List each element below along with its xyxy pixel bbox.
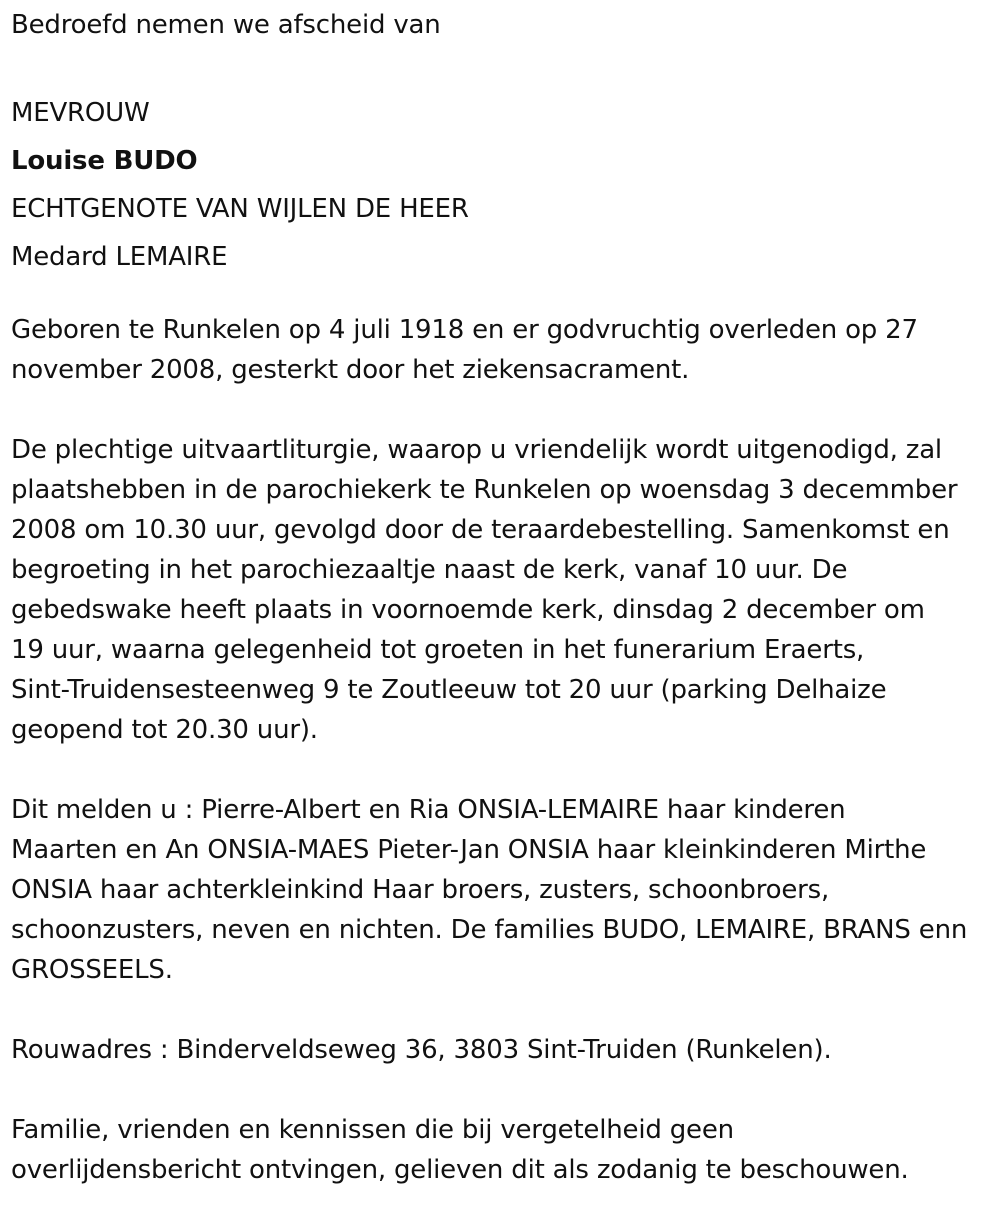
- relation-line: ECHTGENOTE VAN WIJLEN DE HEER: [11, 194, 469, 224]
- text-line: november 2008, gesterkt door het ziekensacrament.: [11, 355, 690, 385]
- text-line: 19 uur, waarna gelegenheid tot groeten in het funerarium Eraerts,: [11, 635, 865, 665]
- honorific-title: MEVROUW: [11, 98, 150, 128]
- intro-text: Bedroefd nemen we afscheid van: [11, 10, 441, 40]
- birth-death-paragraph: [11, 310, 1000, 390]
- text-line: gebedswake heeft plaats in voornoemde kerk, dinsdag 2 december om: [11, 595, 925, 625]
- text-line: De plechtige uitvaartliturgie, waarop u vriendelijk wordt uitgenodigd, zal: [11, 435, 942, 465]
- family-announcement-paragraph: [11, 790, 1000, 990]
- funeral-details-paragraph: [11, 430, 1000, 750]
- text-line: plaatshebben in de parochiekerk te Runkelen op woensdag 3 decemmber: [11, 475, 958, 505]
- text-line: 2008 om 10.30 uur, gevolgd door de teraardebestelling. Samenkomst en: [11, 515, 950, 545]
- text-line: ONSIA haar achterkleinkind Haar broers, zusters, schoonbroers,: [11, 875, 830, 905]
- text-line: Rouwadres : Binderveldseweg 36, 3803 Sint-Truiden (Runkelen).: [11, 1035, 832, 1065]
- text-line: Geboren te Runkelen op 4 juli 1918 en er godvruchtig overleden op 27: [11, 315, 918, 345]
- deceased-name: Louise BUDO: [11, 146, 198, 176]
- spouse-name: Medard LEMAIRE: [11, 242, 228, 272]
- text-line: geopend tot 20.30 uur).: [11, 715, 318, 745]
- mourning-address-paragraph: [11, 1030, 1000, 1070]
- text-line: overlijdensbericht ontvingen, gelieven dit als zodanig te beschouwen.: [11, 1155, 909, 1185]
- text-line: Familie, vrienden en kennissen die bij vergetelheid geen: [11, 1115, 734, 1145]
- text-line: Sint-Truidensesteenweg 9 te Zoutleeuw tot 20 uur (parking Delhaize: [11, 675, 887, 705]
- closing-paragraph: [11, 1110, 1000, 1190]
- text-line: begroeting in het parochiezaaltje naast de kerk, vanaf 10 uur. De: [11, 555, 848, 585]
- name-block: [11, 89, 469, 281]
- text-line: GROSSEELS.: [11, 955, 173, 985]
- text-line: schoonzusters, neven en nichten. De families BUDO, LEMAIRE, BRANS enn: [11, 915, 968, 945]
- text-line: Dit melden u : Pierre-Albert en Ria ONSIA-LEMAIRE haar kinderen: [11, 795, 846, 825]
- text-line: Maarten en An ONSIA-MAES Pieter-Jan ONSIA haar kleinkinderen Mirthe: [11, 835, 927, 865]
